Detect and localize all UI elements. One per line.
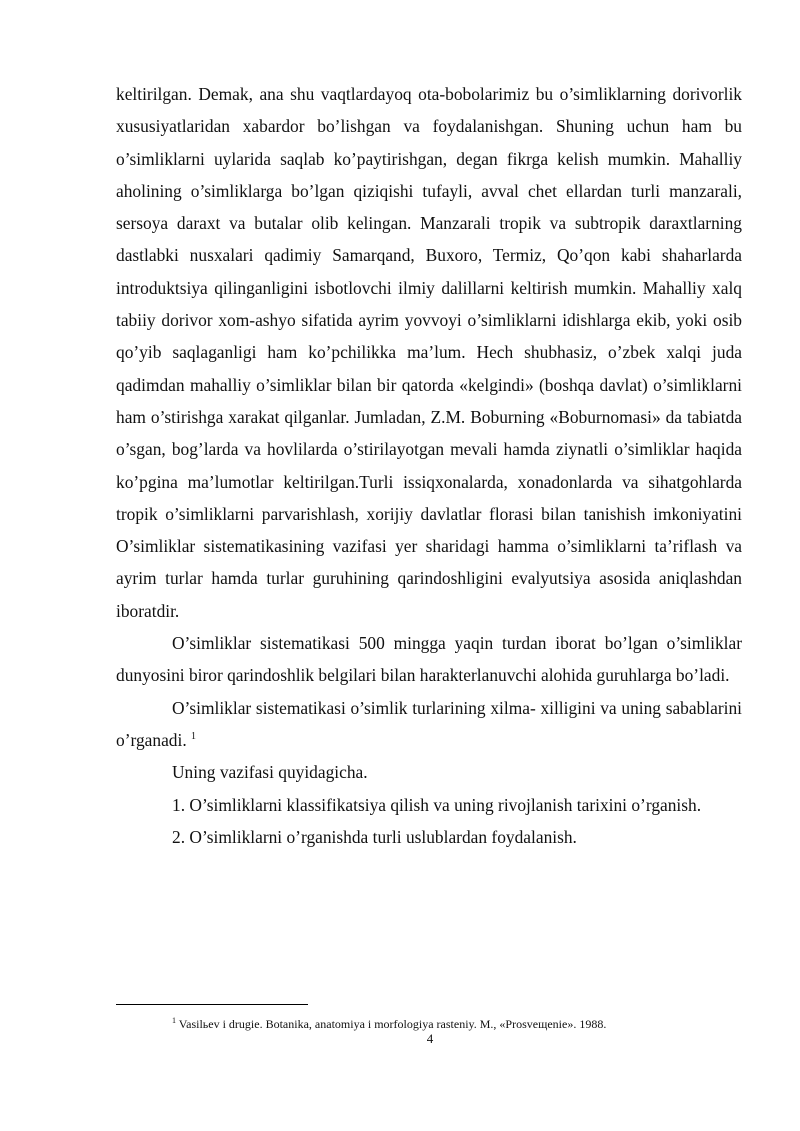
paragraph-tasks-intro: Uning vazifasi quyidagicha. [172, 762, 368, 783]
body-text [116, 78, 742, 853]
footnote-reference: 1 [191, 730, 197, 742]
paragraph-text: O’simliklar sistematikasi o’simlik turlarining xilma- xilligini va uning sabablarini o’rganadi. [116, 697, 742, 750]
footnote [172, 1016, 752, 1032]
footnote-text: Vasilьev i drugie. Botanika, anatomiya i morfologiya rasteniy. M., «Prosveщenie». 1988. [178, 1017, 607, 1031]
page-number: 4 [426, 1031, 434, 1046]
footnote-divider [116, 1004, 308, 1005]
list-item: 1. O’simliklarni klassifikatsiya qilish va uning rivojlanish tarixini o’rganish. [172, 794, 702, 815]
list-item: 2. O’simliklarni o’rganishda turli uslublardan foydalanish. [172, 826, 577, 847]
paragraph-continuation: keltirilgan. Demak, ana shu vaqtlardayoq ota-bobolarimiz bu o’simliklarning dorivorlik xususiyatlaridan xabardor bo’lishgan va foydalanishgan. Shuning uchun ham bu o’simliklarni uylarida saqlab ko’paytirishgan, degan fikrga kelish mumkin. Mahalliy aholining o’simliklarga bo’lgan qiziqishi tufayli, avval chet ellardan turli manzarali, sersoya daraxt va butalar olib kelingan. Manzarali tropik va subtropik daraxtlarning dastlabki nusxalari qadimiy Samarqand, Buxoro, Termiz, Qo’qon kabi shaharlarda introduktsiya qilinganligini isbotlovchi ilmiy dalillarni keltirish mumkin. Mahalliy xalq tabiiy dorivor xom-ashyo sifatida ayrim yovvoyi o’simliklarni idishlarga ekib, yoki osib qo’yib saqlaganligi ham ko’pchilikka ma’lum. Hech shubhasiz, o’zbek xalqi juda qadimdan mahalliy o’simliklar bilan bir qatorda «kelgindi» (boshqa davlat) o’simliklarni ham o’stirishga xarakat qilganlar. Jumladan, Z.M. Boburning «Boburnomasi» da tabiatda o’sgan, bog’larda va hovlilarda o’stirilayotgan mevali hamda ziynatli o’simliklar haqida ko’pgina ma’lumotlar keltirilgan.Turli issiqxonalarda, xonadonlarda va sihatgohlarda tropik o’simliklarni parvarishlash, xorijiy davlatlar florasi bilan tanishish imkoniyatini O’simliklar sistematikasining vazifasi yer sharidagi hamma o’simliklarni ta’riflash va ayrim turlar hamda turlar guruhining qarindoshligini evalyutsiya asosida aniqlashdan iboratdir. [116, 84, 742, 621]
paragraph-systematics-scope: O’simliklar sistematikasi 500 mingga yaqin turdan iborat bo’lgan o’simliklar dunyosini biror qarindoshlik belgilari bilan harakterlanuvchi alohida guruhlarga bo’ladi. [116, 633, 742, 686]
footnote-mark: 1 [172, 1016, 176, 1025]
paragraph-systematics-study [116, 692, 742, 757]
